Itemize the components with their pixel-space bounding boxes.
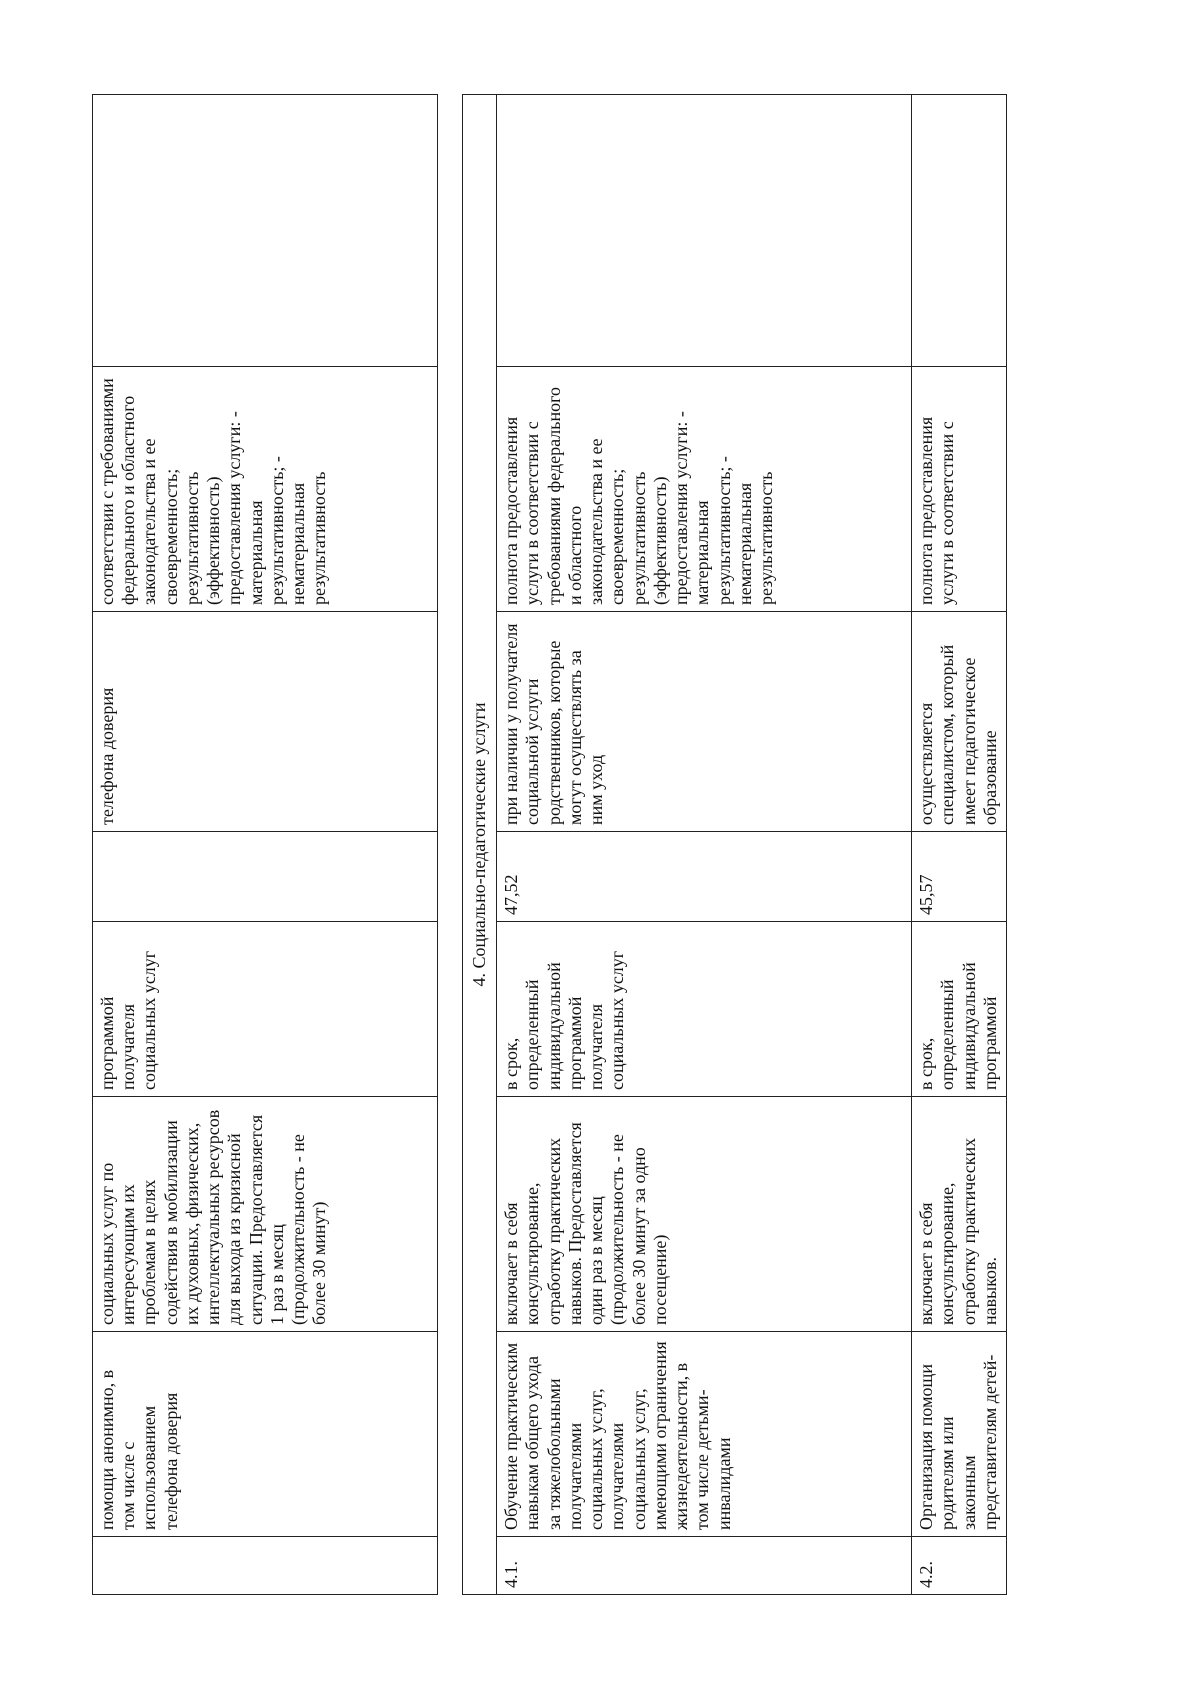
- service-description: включает в себя консультирование, отработку практических навыков.: [912, 1097, 1007, 1332]
- service-indicators: полнота предоставления услуги в соответствии с требованиями федерального и областного законодательства и ее своевременность; результативность (эффективность) предоставления услуги: - материальная результативность; - нематериальная результативность: [497, 367, 912, 612]
- service-term: программой получателя социальных услуг: [93, 922, 438, 1097]
- section-title: 4. Социально-педагогические услуги: [463, 95, 497, 1595]
- service-term: в срок, определенный индивидуальной программой получателя социальных услуг: [497, 922, 912, 1097]
- table-row-continued: [93, 95, 438, 1595]
- table-row-4-1: [497, 95, 912, 1595]
- service-note: [912, 95, 1007, 367]
- table-row-4-2: [912, 95, 1007, 1595]
- service-name: помощи анонимно, в том числе с использованием телефона доверия: [93, 1332, 438, 1537]
- service-indicators: соответствии с требованиями федерального и областного законодательства и ее своевременность; результативность (эффективность) предоставления услуги: - материальная результативность; - нематериальная результативность: [93, 367, 438, 612]
- service-conditions: осуществляется специалистом, который имеет педагогическое образование: [912, 612, 1007, 832]
- service-tariff: 47,52: [497, 832, 912, 922]
- service-term: в срок, определенный индивидуальной программой: [912, 922, 1007, 1097]
- service-conditions: при наличии у получателя социальной услуги родственников, которые могут осуществлять за ним уход: [497, 612, 912, 832]
- row-number: [93, 1537, 438, 1595]
- service-note: [497, 95, 912, 367]
- service-description: социальных услуг по интересующим их проблемам в целях содействия в мобилизации их духовных, физических, интеллектуальных ресурсов для выхода из кризисной ситуации. Предоставляется 1 раз в месяц (продолжительность - не более 30 минут): [93, 1097, 438, 1332]
- service-tariff: 45,57: [912, 832, 1007, 922]
- rotated-page: [92, 95, 1000, 1595]
- service-description: включает в себя консультирование, отработку практических навыков. Предоставляется один раз в месяц (продолжительность - не более 30 минут за одно посещение): [497, 1097, 912, 1332]
- row-number: 4.1.: [497, 1537, 912, 1595]
- service-tariff: [93, 832, 438, 922]
- service-conditions: телефона доверия: [93, 612, 438, 832]
- service-indicators: полнота предоставления услуги в соответствии с: [912, 367, 1007, 612]
- service-note: [93, 95, 438, 367]
- table-gap: [438, 95, 463, 1595]
- row-number: 4.2.: [912, 1537, 1007, 1595]
- service-name: Организация помощи родителям или законным представителям детей-: [912, 1332, 1007, 1537]
- services-table: [92, 94, 1007, 1595]
- section-header-row: [463, 95, 497, 1595]
- service-name: Обучение практическим навыкам общего ухода за тяжелобольными получателями социальных услуг, получателями социальных услуг, имеющими ограничения жизнедеятельности, в том числе детьми-инвалидами: [497, 1332, 912, 1537]
